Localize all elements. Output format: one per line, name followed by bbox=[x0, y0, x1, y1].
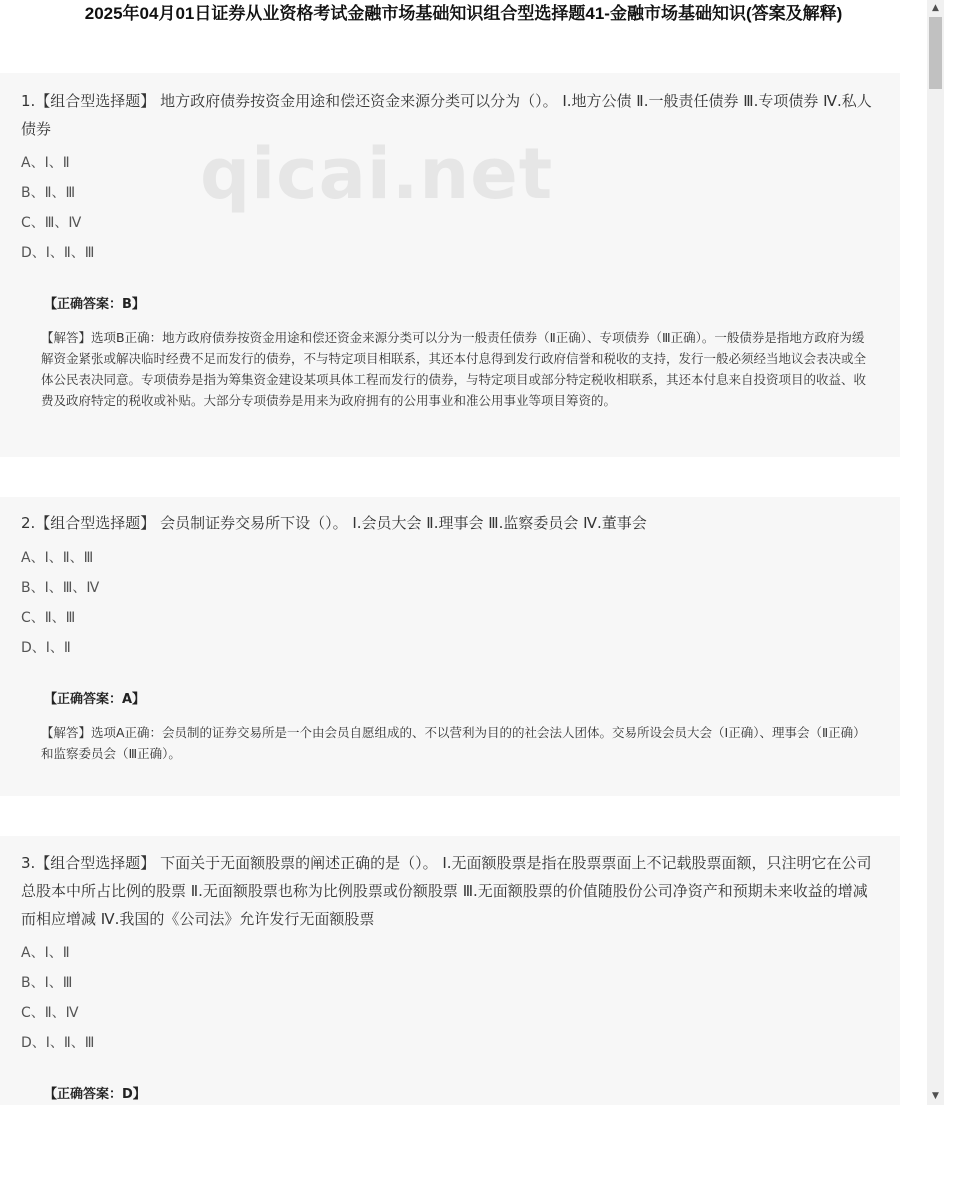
option-b[interactable]: B、Ⅱ、Ⅲ bbox=[21, 185, 76, 201]
option-a[interactable]: A、Ⅰ、Ⅱ bbox=[21, 155, 70, 171]
question-card-3 bbox=[0, 836, 900, 1105]
option-c[interactable]: C、Ⅱ、Ⅲ bbox=[21, 610, 76, 626]
option-a[interactable]: A、Ⅰ、Ⅱ、Ⅲ bbox=[21, 550, 94, 566]
correct-answer: 【正确答案：D】 bbox=[44, 1087, 146, 1102]
answer-explanation: 【解答】选项B正确：地方政府债券按资金用途和偿还资金来源分类可以分为一般责任债券（Ⅱ正确）、专项债券（Ⅲ正确）。一般债券是指地方政府为缓解资金紧张或解决临时经费不足而发行的债券，不与特定项目相联系，其还本付息得到发行政府信誉和税收的支持，发行一般必须经当地议会表决或全体公民表决同意。专项债券是指为筹集资金建设某项具体工程而发行的债券，与特定项目或部分特定税收相联系，其还本付息来自投资项目的收益、收费及政府特定的税收或补贴。大部分专项债券是用来为政府拥有的公用事业和准公用事业等项目筹资的。 bbox=[41, 330, 867, 408]
question-card-1 bbox=[0, 73, 900, 457]
question-stem: 1.【组合型选择题】 地方政府债券按资金用途和偿还资金来源分类可以分为（）。 Ⅰ.地方公债 Ⅱ.一般责任债券 Ⅲ.专项债券 Ⅳ.私人债券 bbox=[21, 92, 872, 138]
option-c[interactable]: C、Ⅱ、Ⅳ bbox=[21, 1005, 79, 1021]
page-title: 2025年04月01日证券从业资格考试金融市场基础知识组合型选择题41-金融市场基础知识(答案及解释) bbox=[84, 4, 843, 23]
option-d[interactable]: D、Ⅰ、Ⅱ bbox=[21, 640, 71, 656]
question-stem: 2.【组合型选择题】 会员制证券交易所下设（）。 Ⅰ.会员大会 Ⅱ.理事会 Ⅲ.监察委员会 Ⅳ.董事会 bbox=[21, 514, 647, 532]
watermark: qicai.net bbox=[200, 133, 554, 215]
option-d[interactable]: D、Ⅰ、Ⅱ、Ⅲ bbox=[21, 245, 95, 261]
option-b[interactable]: B、Ⅰ、Ⅲ、Ⅳ bbox=[21, 580, 100, 596]
answer-explanation: 【解答】选项A正确：会员制的证券交易所是一个由会员自愿组成的、不以营利为目的的社会法人团体。交易所设会员大会（Ⅰ正确）、理事会（Ⅱ正确）和监察委员会（Ⅲ正确）。 bbox=[41, 725, 866, 761]
correct-answer: 【正确答案：A】 bbox=[44, 692, 146, 707]
scroll-down-arrow-icon[interactable]: ▼ bbox=[932, 1091, 939, 1101]
option-c[interactable]: C、Ⅲ、Ⅳ bbox=[21, 215, 82, 231]
option-a[interactable]: A、Ⅰ、Ⅱ bbox=[21, 945, 70, 961]
question-card-2 bbox=[0, 497, 900, 796]
scroll-up-arrow-icon[interactable]: ▲ bbox=[932, 3, 939, 13]
correct-answer: 【正确答案：B】 bbox=[44, 297, 145, 312]
question-stem: 3.【组合型选择题】 下面关于无面额股票的阐述正确的是（）。 Ⅰ.无面额股票是指在股票票面上不记载股票面额，只注明它在公司总股本中所占比例的股票 Ⅱ.无面额股票也称为比例股票或份额股票 Ⅲ.无面额股票的价值随股份公司净资产和预期未来收益的增减而相应增减 Ⅳ.我国的《公司法》允许发行无面额股票 bbox=[21, 854, 872, 928]
option-b[interactable]: B、Ⅰ、Ⅲ bbox=[21, 975, 73, 991]
vertical-scrollbar[interactable] bbox=[927, 0, 944, 1105]
option-d[interactable]: D、Ⅰ、Ⅱ、Ⅲ bbox=[21, 1035, 95, 1051]
scrollbar-thumb[interactable] bbox=[929, 17, 942, 89]
